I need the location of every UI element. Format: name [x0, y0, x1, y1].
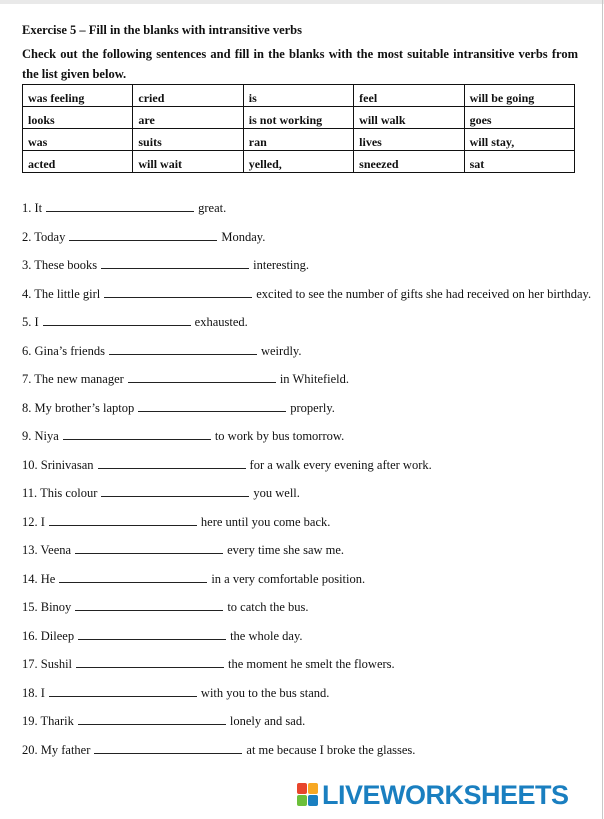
- liveworksheets-logo-mark-icon: [297, 783, 319, 807]
- answer-blank[interactable]: [76, 656, 224, 668]
- question-text-after: properly.: [290, 400, 335, 415]
- answer-blank[interactable]: [46, 200, 194, 212]
- word-bank-cell: sat: [464, 151, 574, 173]
- word-bank-cell: looks: [23, 107, 133, 129]
- instructions-text: Check out the following sentences and fill in the blanks with the most suitable intransitive verbs from the list given below.: [22, 47, 578, 81]
- question-number: 10.: [22, 457, 38, 472]
- question-text-before: I: [34, 315, 39, 329]
- question-text-after: lonely and sad.: [229, 714, 306, 728]
- logo-block: [308, 795, 318, 806]
- word-bank-cell: will walk: [354, 107, 464, 129]
- answer-blank[interactable]: [49, 514, 197, 526]
- question-number: 12.: [22, 514, 38, 529]
- word-bank-row: [23, 129, 575, 151]
- question-number: 3.: [22, 258, 32, 272]
- word-bank-cell: is not working: [243, 107, 353, 129]
- word-bank-cell: feel: [354, 85, 464, 107]
- question-number: 1.: [22, 201, 32, 215]
- word-bank-cell: will wait: [133, 151, 243, 173]
- question-number: 7.: [22, 372, 32, 386]
- answer-blank[interactable]: [63, 428, 211, 440]
- word-bank-cell: acted: [23, 151, 133, 173]
- answer-blank[interactable]: [59, 571, 207, 583]
- answer-blank[interactable]: [104, 286, 252, 298]
- word-bank-table: [22, 84, 575, 173]
- question-text-before: My brother’s laptop: [34, 400, 135, 415]
- question-number: 11.: [22, 486, 38, 500]
- question-text-before: Niya: [34, 429, 59, 443]
- answer-blank[interactable]: [128, 371, 276, 383]
- word-bank-cell: ran: [243, 129, 353, 151]
- question-number: 9.: [22, 429, 32, 443]
- word-bank-cell: cried: [133, 85, 243, 107]
- question-item: [22, 685, 592, 714]
- word-bank-cell: are: [133, 107, 243, 129]
- question-text-before: The little girl: [34, 286, 101, 301]
- question-text-after: Monday.: [221, 229, 266, 244]
- logo-block: [297, 795, 307, 806]
- question-number: 14.: [22, 571, 38, 586]
- question-item: [22, 314, 592, 343]
- question-item: [22, 599, 592, 628]
- question-text-before: My father: [40, 742, 91, 757]
- question-text-after: to catch the bus.: [227, 600, 309, 614]
- question-text-before: Veena: [40, 543, 72, 557]
- question-item: [22, 229, 592, 258]
- answer-blank[interactable]: [101, 257, 249, 269]
- question-item: [22, 713, 592, 742]
- logo-block: [308, 783, 318, 794]
- question-number: 16.: [22, 628, 38, 643]
- question-text-after: for a walk every evening after work.: [249, 457, 432, 472]
- question-item: [22, 457, 592, 486]
- exercise-title: Exercise 5 – Fill in the blanks with intransitive verbs: [22, 23, 302, 37]
- question-item: [22, 343, 592, 372]
- question-text-after: excited to see the number of gifts she had received on her birthday.: [256, 286, 592, 301]
- word-bank-row: [23, 151, 575, 173]
- question-text-after: in a very comfortable position.: [211, 571, 366, 586]
- question-text-after: weirdly.: [260, 343, 302, 358]
- question-number: 2.: [22, 229, 32, 244]
- question-text-after: to work by bus tomorrow.: [214, 429, 345, 443]
- word-bank-cell: sneezed: [354, 151, 464, 173]
- word-bank-cell: suits: [133, 129, 243, 151]
- word-bank-cell: goes: [464, 107, 574, 129]
- word-bank-cell: was feeling: [23, 85, 133, 107]
- answer-blank[interactable]: [94, 742, 242, 754]
- question-text-before: He: [40, 571, 56, 586]
- question-text-before: Today: [34, 229, 66, 244]
- answer-blank[interactable]: [109, 343, 257, 355]
- questions-list: [22, 200, 592, 770]
- logo-text: LIVEWORKSHEETS: [322, 780, 569, 810]
- question-item: [22, 514, 592, 543]
- question-number: 5.: [22, 315, 32, 329]
- question-number: 4.: [22, 286, 32, 301]
- question-text-after: every time she saw me.: [227, 543, 345, 557]
- question-item: [22, 485, 592, 514]
- question-text-before: Dileep: [40, 628, 75, 643]
- question-number: 13.: [22, 543, 38, 557]
- question-number: 6.: [22, 343, 32, 358]
- answer-blank[interactable]: [78, 628, 226, 640]
- word-bank-row: [23, 85, 575, 107]
- answer-blank[interactable]: [78, 713, 226, 725]
- word-bank-cell: lives: [354, 129, 464, 151]
- question-text-after: the moment he smelt the flowers.: [228, 657, 395, 671]
- word-bank-cell: is: [243, 85, 353, 107]
- question-text-after: in Whitefield.: [279, 372, 350, 386]
- word-bank-cell: will be going: [464, 85, 574, 107]
- answer-blank[interactable]: [69, 229, 217, 241]
- question-text-before: I: [40, 514, 45, 529]
- question-item: [22, 286, 592, 315]
- question-item: [22, 400, 592, 429]
- question-number: 17.: [22, 657, 38, 671]
- question-text-after: exhausted.: [194, 315, 248, 329]
- question-text-after: interesting.: [253, 258, 310, 272]
- question-text-before: Binoy: [40, 600, 72, 614]
- question-text-after: you well.: [253, 486, 300, 500]
- question-text-before: The new manager: [34, 372, 124, 386]
- question-item: [22, 628, 592, 657]
- question-number: 15.: [22, 600, 38, 614]
- question-item: [22, 656, 592, 685]
- question-number: 18.: [22, 685, 38, 700]
- question-text-before: These books: [34, 258, 98, 272]
- question-text-before: It: [34, 201, 43, 215]
- question-item: [22, 571, 592, 600]
- answer-blank[interactable]: [43, 314, 191, 326]
- answer-blank[interactable]: [101, 485, 249, 497]
- question-text-before: Tharik: [40, 714, 74, 728]
- question-text-before: This colour: [40, 486, 98, 500]
- logo-block: [297, 783, 307, 794]
- question-text-before: I: [40, 685, 45, 700]
- question-text-after: with you to the bus stand.: [200, 685, 330, 700]
- answer-blank[interactable]: [98, 457, 246, 469]
- question-text-before: Sushil: [40, 657, 73, 671]
- word-bank-cell: will stay,: [464, 129, 574, 151]
- word-bank-cell: was: [23, 129, 133, 151]
- liveworksheets-logo: [297, 782, 569, 808]
- question-item: [22, 428, 592, 457]
- answer-blank[interactable]: [75, 542, 223, 554]
- question-item: [22, 542, 592, 571]
- question-number: 8.: [22, 400, 32, 415]
- word-bank-cell: yelled,: [243, 151, 353, 173]
- question-text-after: here until you come back.: [200, 514, 331, 529]
- answer-blank[interactable]: [49, 685, 197, 697]
- question-item: [22, 371, 592, 400]
- question-number: 19.: [22, 714, 38, 728]
- question-text-before: Gina’s friends: [34, 343, 105, 358]
- question-item: [22, 257, 592, 286]
- question-text-after: the whole day.: [230, 628, 303, 643]
- question-item: [22, 742, 592, 771]
- question-text-after: at me because I broke the glasses.: [246, 742, 416, 757]
- question-item: [22, 200, 592, 229]
- answer-blank[interactable]: [75, 599, 223, 611]
- question-text-after: great.: [198, 201, 227, 215]
- question-text-before: Srinivasan: [40, 457, 94, 472]
- word-bank-row: [23, 107, 575, 129]
- question-number: 20.: [22, 742, 38, 757]
- answer-blank[interactable]: [138, 400, 286, 412]
